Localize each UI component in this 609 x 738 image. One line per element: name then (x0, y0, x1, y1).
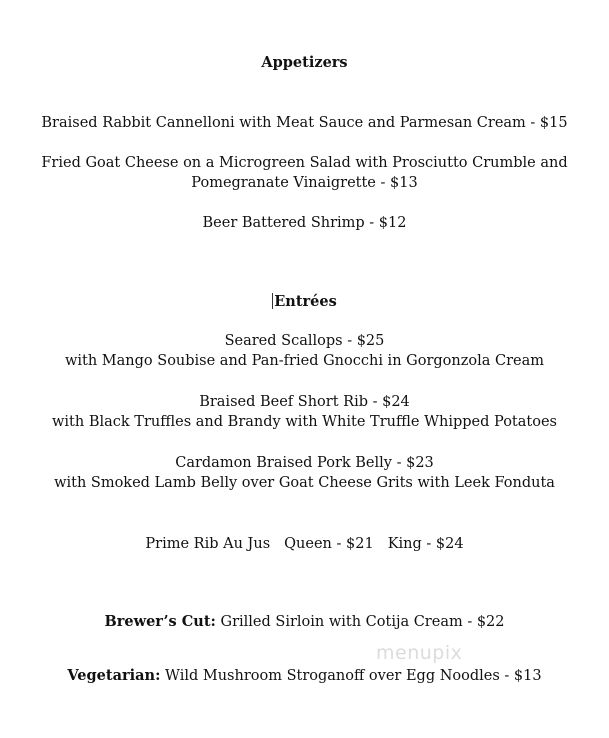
vegetarian-label: Vegetarian: (67, 667, 161, 684)
brewers-cut-label: Brewer’s Cut: (104, 613, 216, 630)
entree-short-rib-name: Braised Beef Short Rib - $24 (199, 394, 410, 410)
entree-scallops-name: Seared Scallops - $25 (224, 333, 385, 349)
appetizer-fried-goat-cheese-line1: Fried Goat Cheese on a Microgreen Salad with Prosciutto Crumble and (41, 155, 568, 171)
vegetarian-text: Wild Mushroom Stroganoff over Egg Noodles - $13 (165, 668, 542, 684)
appetizer-beer-battered-shrimp: Beer Battered Shrimp - $12 (202, 215, 407, 231)
prime-rib-queen: Queen - $21 (284, 536, 374, 552)
appetizer-rabbit-cannelloni: Braised Rabbit Cannelloni with Meat Sauce and Parmesan Cream - $15 (41, 115, 568, 131)
entree-short-rib-desc: with Black Truffles and Brandy with White Truffle Whipped Potatoes (52, 414, 557, 430)
prime-rib-name: Prime Rib Au Jus (145, 536, 271, 552)
entree-vegetarian (0, 666, 609, 686)
menupix-watermark: menupix (376, 642, 463, 664)
prime-rib-king: King - $24 (387, 536, 464, 552)
appetizer-fried-goat-cheese-line2: Pomegranate Vinaigrette - $13 (191, 175, 418, 191)
entree-pork-belly-desc: with Smoked Lamb Belly over Goat Cheese Grits with Leek Fonduta (54, 475, 555, 491)
entrees-heading: Entrées (274, 293, 337, 310)
brewers-cut-text: Grilled Sirloin with Cotija Cream - $22 (220, 614, 505, 630)
entree-prime-rib (0, 534, 609, 554)
appetizers-heading: Appetizers (261, 54, 348, 71)
entree-pork-belly-name: Cardamon Braised Pork Belly - $23 (175, 455, 434, 471)
entree-scallops-desc: with Mango Soubise and Pan-fried Gnocchi in Gorgonzola Cream (64, 353, 545, 369)
entrees-heading-row (0, 292, 609, 312)
entree-brewers-cut (0, 612, 609, 632)
